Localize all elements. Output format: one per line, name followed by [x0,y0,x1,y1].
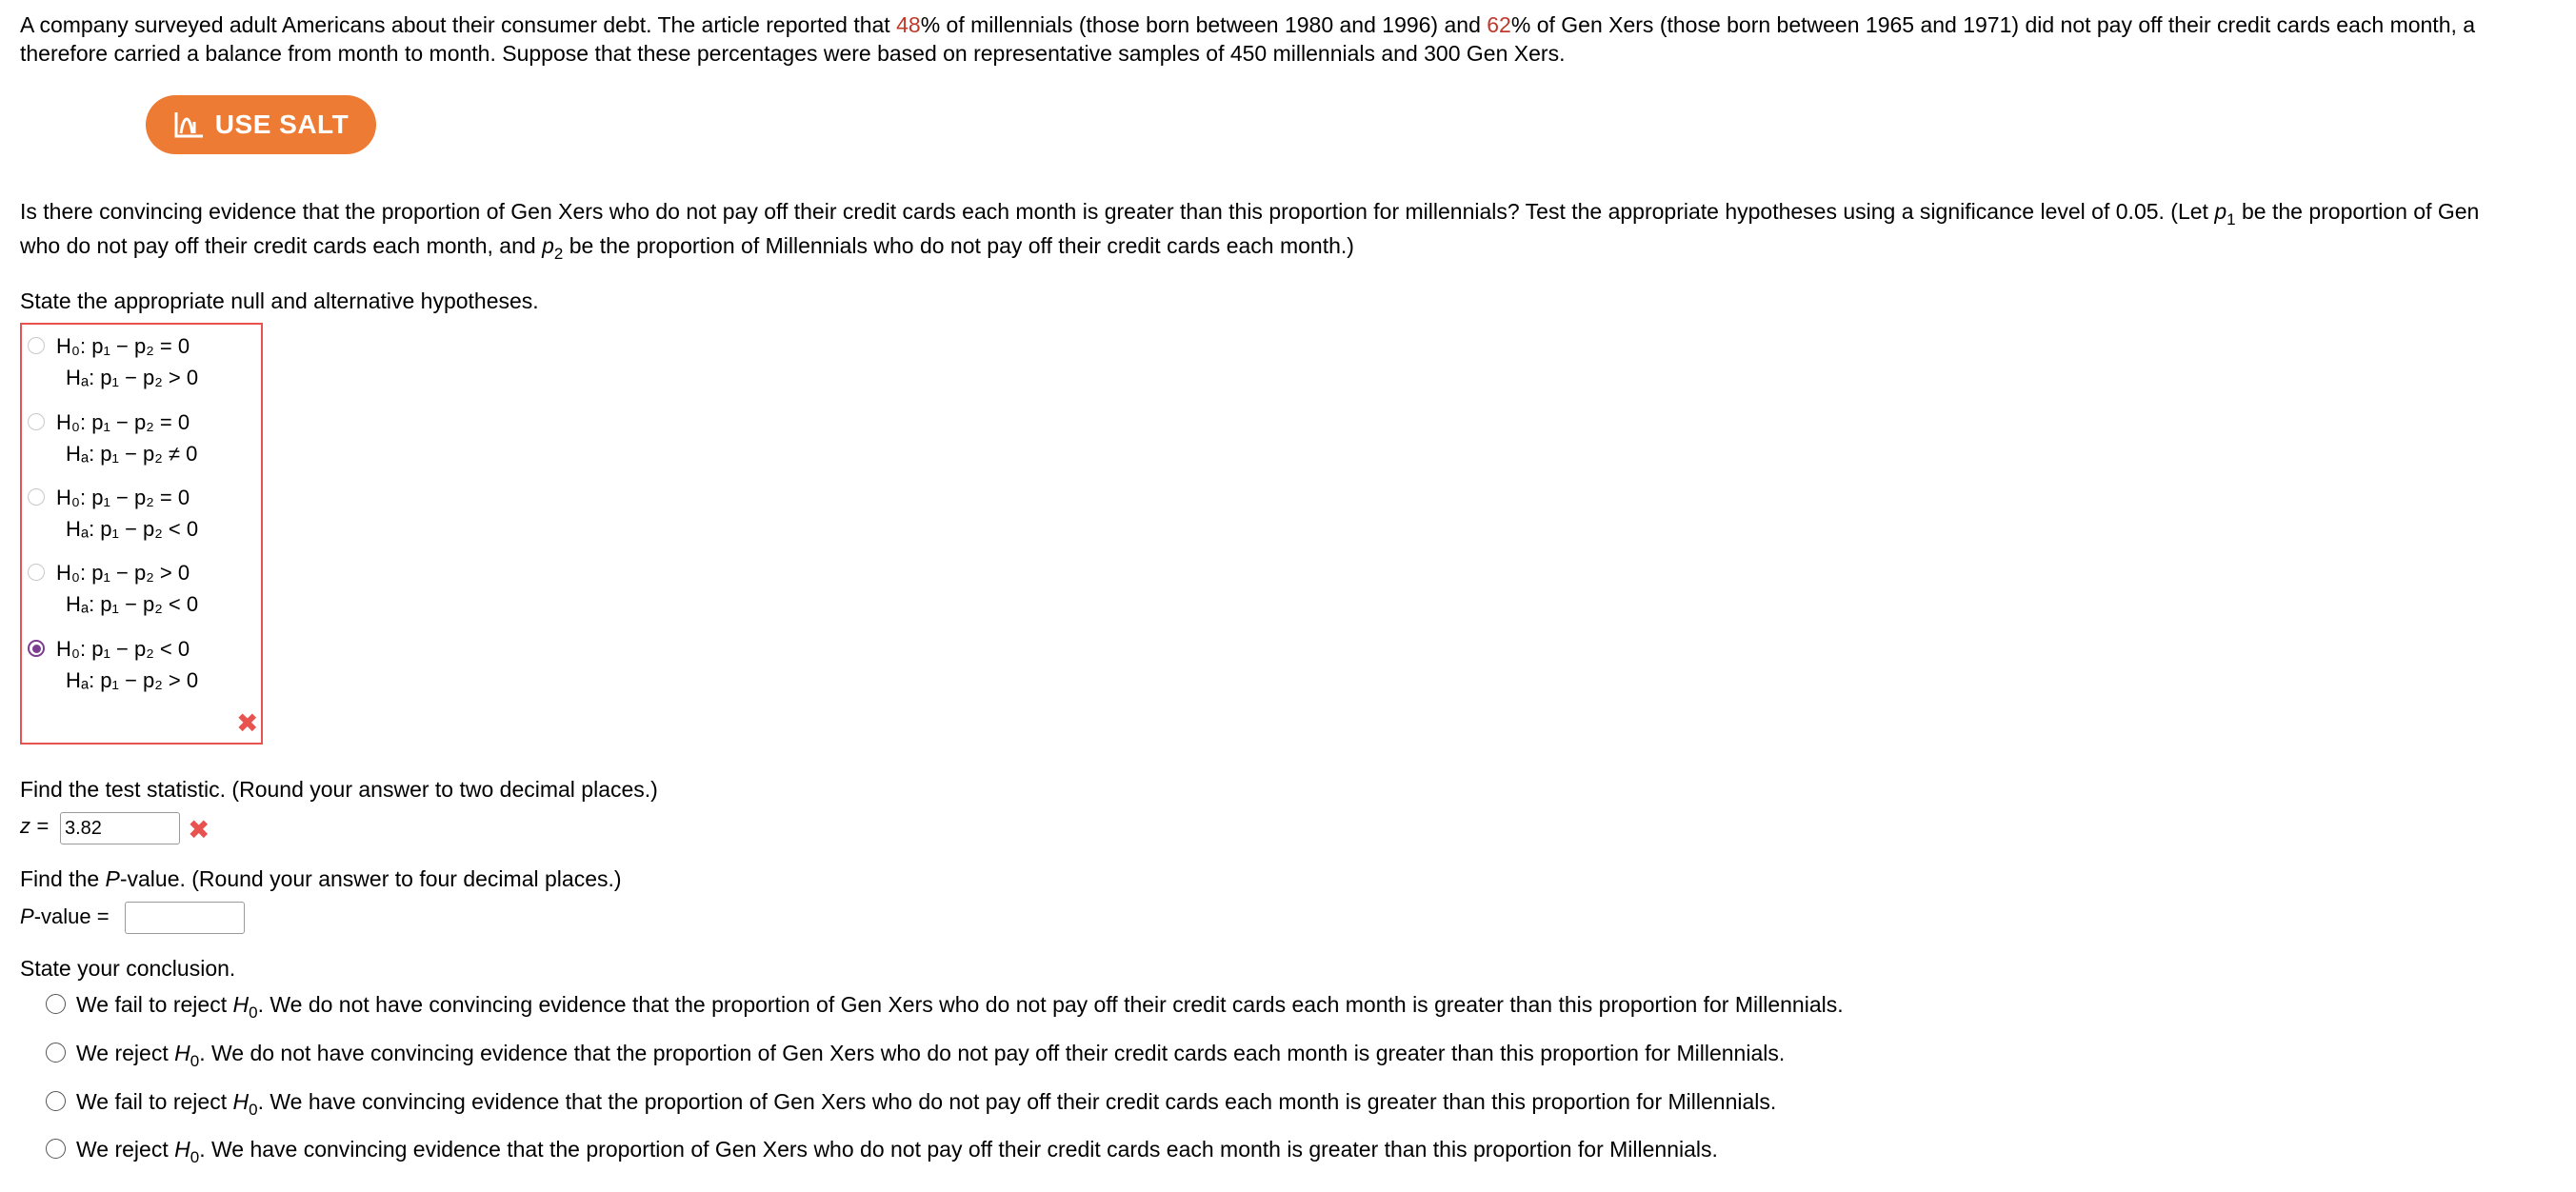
conclusion-text: We fail to reject [76,992,233,1017]
hypothesis-null: H₀: p₁ − p₂ = 0 [56,334,190,358]
h-subscript: 0 [190,1052,200,1070]
h-symbol: H [174,1041,190,1065]
millennials-percent: 48 [896,12,921,37]
p-value-label-text: -value = [33,904,110,928]
use-salt-label: USE SALT [214,109,349,139]
conclusion-option-1-text [76,990,1844,1022]
question-line-2 [20,228,1354,263]
conclusion-text: We reject [76,1041,175,1065]
conclusion-option-4[interactable] [0,1135,2576,1166]
h-subscript: 0 [190,1148,200,1166]
p-value-label [20,904,110,929]
p-value-prompt-text: -value. (Round your answer to four decimal places.) [119,866,622,891]
hypothesis-alternative: Hₐ: p₁ − p₂ > 0 [66,366,199,389]
conclusion-text: We fail to reject [76,1089,233,1114]
hypothesis-null: H₀: p₁ − p₂ = 0 [56,410,190,434]
hypothesis-radio-1[interactable] [28,337,45,354]
p-value-input[interactable] [125,902,245,934]
conclusion-option-2[interactable] [0,1039,2576,1070]
hypothesis-null: H₀: p₁ − p₂ > 0 [56,561,190,585]
p-symbol: P [105,866,120,891]
conclusion-radio-1[interactable] [46,994,66,1014]
p-symbol: P [20,904,34,928]
h-symbol: H [174,1137,190,1162]
hypothesis-radio-2[interactable] [28,413,45,430]
question-text: Is there convincing evidence that the proportion of Gen Xers who do not pay off their credit cards each month is greater than this proportion for millennials? Test the appropriate hypotheses using a significance level of 0.05. (Let [20,199,2215,224]
incorrect-x-icon: ✖ [236,708,259,738]
test-statistic-prompt: Find the test statistic. (Round your answer to two decimal places.) [20,777,658,802]
hypothesis-alternative: Hₐ: p₁ − p₂ ≠ 0 [66,442,198,466]
hypothesis-radio-3[interactable] [28,488,45,506]
question-text: be the proportion of Gen [2235,199,2480,224]
h-symbol: H [232,1089,250,1114]
conclusion-text: . We have convincing evidence that the proportion of Gen Xers who do not pay off their credit cards each month is greater than this proportion for Millennials. [257,1089,1777,1114]
question-text: who do not pay off their credit cards each month, and [20,233,543,258]
intro-text: A company surveyed adult Americans about their consumer debt. The article reported that [20,12,897,37]
hypothesis-radio-4[interactable] [28,564,45,581]
incorrect-x-icon: ✖ [188,815,210,844]
hypothesis-radio-5-selected[interactable] [28,640,45,657]
h-symbol: H [232,992,250,1017]
salt-chart-icon [173,110,206,139]
hypotheses-prompt: State the appropriate null and alternative hypotheses. [20,288,539,313]
conclusion-text: We reject [76,1137,175,1162]
z-label: z = [20,814,49,838]
conclusion-option-2-text [76,1039,1786,1070]
p1-symbol: p [2214,199,2227,224]
use-salt-button[interactable] [146,95,376,154]
intro-line-2: therefore carried a balance from month to month. Suppose that these percentages were based on representative samples of 450 millennials and 300 Gen Xers. [20,41,1566,66]
p2-subscript: 2 [553,245,564,263]
hypothesis-alternative: Hₐ: p₁ − p₂ < 0 [66,517,199,541]
p2-symbol: p [542,233,554,258]
conclusion-option-3[interactable] [0,1087,2576,1119]
conclusion-radio-2[interactable] [46,1043,66,1063]
p-value-prompt-text: Find the [20,866,106,891]
conclusion-option-1[interactable] [0,990,2576,1022]
hypothesis-alternative: Hₐ: p₁ − p₂ < 0 [66,592,199,616]
conclusion-option-3-text [76,1087,1777,1119]
hypothesis-null: H₀: p₁ − p₂ < 0 [56,637,190,661]
z-input[interactable] [60,812,180,844]
p-value-prompt [20,862,622,896]
conclusion-text: . We do not have convincing evidence that the proportion of Gen Xers who do not pay off their credit cards each month is greater than this proportion for Millennials. [199,1041,1786,1065]
intro-text: % of millennials (those born between 1980 and 1996) and [920,12,1488,37]
conclusion-prompt: State your conclusion. [20,956,236,981]
conclusion-text: . We do not have convincing evidence that the proportion of Gen Xers who do not pay off their credit cards each month is greater than this proportion for Millennials. [257,992,1844,1017]
p1-subscript: 1 [2227,210,2236,228]
hypothesis-alternative: Hₐ: p₁ − p₂ > 0 [66,668,199,692]
question-line-1 [20,194,2479,228]
genx-percent: 62 [1487,12,1511,37]
h-subscript: 0 [249,1101,258,1119]
intro-text: % of Gen Xers (those born between 1965 and 1971) did not pay off their credit cards each month, a [1510,12,2476,37]
conclusion-radio-4[interactable] [46,1139,66,1159]
hypotheses-options-box [20,323,263,745]
hypothesis-null: H₀: p₁ − p₂ = 0 [56,486,190,509]
question-text: be the proportion of Millennials who do not pay off their credit cards each month.) [563,233,1354,258]
conclusion-option-4-text [76,1135,1718,1166]
conclusion-text: . We have convincing evidence that the proportion of Gen Xers who do not pay off their credit cards each month is greater than this proportion for Millennials. [199,1137,1718,1162]
conclusion-radio-3[interactable] [46,1091,66,1111]
h-subscript: 0 [249,1003,258,1022]
